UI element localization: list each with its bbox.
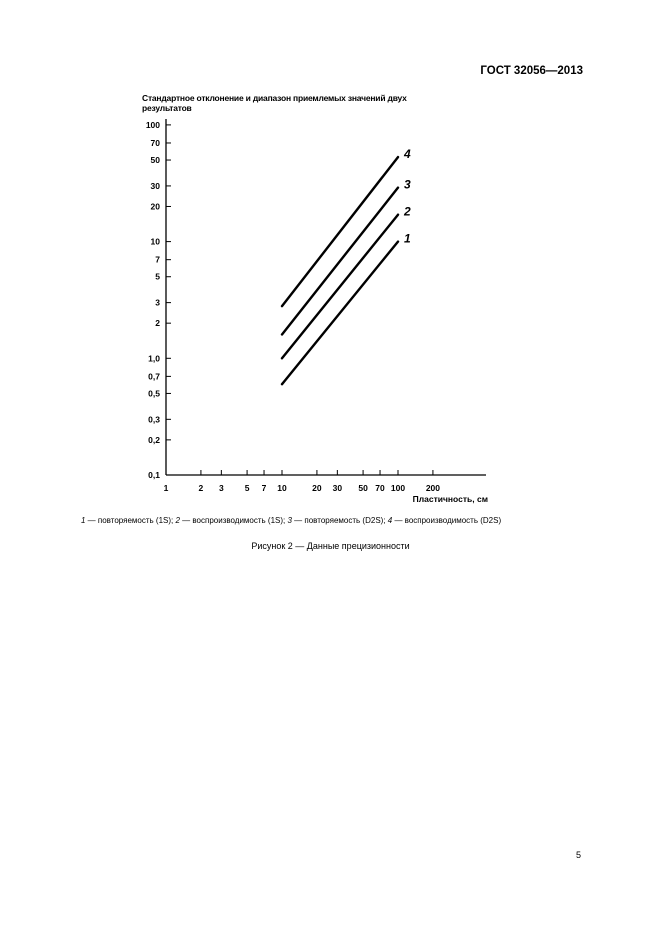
x-tick-label-3: 5 [244,483,250,493]
y-tick-label-14: 70 [150,137,160,148]
y-tick-label-5: 1,0 [148,353,160,364]
y-tick-label-9: 7 [155,254,160,265]
y-tick-label-4: 0,7 [148,371,160,382]
y-tick-label-10: 10 [150,236,160,247]
x-tick-label-7: 30 [332,483,343,493]
legend-text-2: — воспроизводимость (1S); [179,516,288,525]
series-line-4 [282,157,398,306]
x-tick-label-6: 20 [312,483,322,493]
x-tick-label-8: 50 [358,483,368,493]
legend-text-4: — воспроизводимость (D2S) [392,516,502,525]
y-tick-label-6: 2 [155,318,160,329]
y-tick-label-11: 20 [150,201,160,212]
series-label-1: 1 [404,231,411,246]
y-tick-label-3: 0,5 [148,388,160,399]
legend-text-1: — повторяемость (1S); [85,516,176,525]
y-tick-label-13: 50 [150,155,160,166]
series-label-2: 2 [404,204,411,219]
x-tick-label-11: 200 [425,483,441,493]
x-tick-label-10: 100 [390,483,406,493]
legend-text-3: — повторяемость (D2S); [291,516,388,525]
x-tick-label-2: 3 [218,483,224,493]
x-tick-label-9: 70 [375,483,385,493]
y-axis-title: Стандартное отклонение и диапазон приемлемых значений двух результатов [142,93,407,113]
y-tick-label-7: 3 [155,297,160,308]
y-tick-label-12: 30 [150,180,160,191]
x-tick-label-4: 7 [261,483,267,493]
y-tick-label-15: 100 [145,119,160,130]
series-label-4: 4 [404,147,411,162]
legend-num-3: 3 [287,516,292,525]
y-tick-label-8: 5 [155,271,160,282]
y-tick-label-2: 0,3 [148,414,160,425]
legend-num-2: 2 [175,516,180,525]
x-tick-label-5: 10 [277,483,287,493]
chart-series [282,147,411,384]
x-tick-label-1: 2 [198,483,204,493]
figure-legend [81,516,501,525]
page-number: 5 [576,850,582,860]
legend-num-1: 1 [81,516,86,525]
legend-num-4: 4 [387,516,393,525]
document-header: ГОСТ 32056—2013 [480,65,583,77]
y-tick-label-1: 0,2 [148,434,160,445]
series-label-3: 3 [404,177,411,192]
figure-caption: Рисунок 2 — Данные прецизионности [251,541,410,551]
x-tick-label-0: 1 [163,483,169,493]
chart-axes [146,119,488,504]
series-line-2 [282,215,398,359]
y-tick-label-0: 0,1 [148,470,160,480]
x-axis-title: Пластичность, см [412,494,488,504]
